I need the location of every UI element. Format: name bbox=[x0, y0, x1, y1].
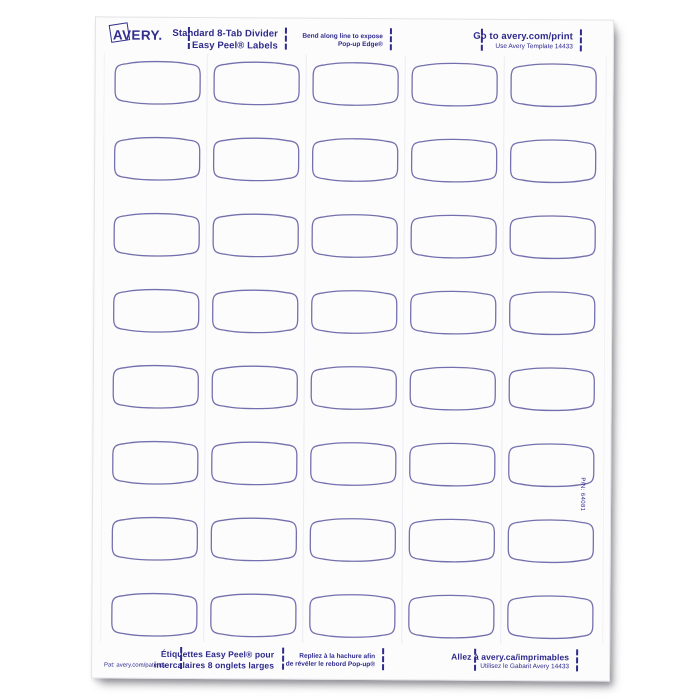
fr-instruction-line1: Repliez à la hachure afin bbox=[299, 652, 376, 661]
part-number: P/N: 64081 bbox=[579, 477, 586, 512]
divider-label-outline bbox=[310, 213, 398, 260]
divider-label-outline bbox=[508, 214, 596, 261]
fr-title-line1: Étiquettes Easy Peel® pour bbox=[160, 648, 275, 660]
label-outline-shape bbox=[311, 137, 399, 184]
divider-label-outline bbox=[211, 212, 299, 259]
label-outline-shape bbox=[212, 60, 300, 107]
label-outline-shape bbox=[210, 440, 298, 487]
divider-label-outline bbox=[308, 517, 396, 564]
divider-label-outline bbox=[309, 441, 397, 488]
divider-label-outline bbox=[212, 60, 300, 107]
divider-label-outline bbox=[112, 288, 200, 335]
label-outline-shape bbox=[112, 288, 200, 335]
header-dash-separator bbox=[390, 28, 392, 50]
header-web-info bbox=[473, 31, 573, 51]
divider-label-outline bbox=[410, 61, 498, 108]
label-outline-shape bbox=[507, 366, 595, 413]
footer-fr-title bbox=[154, 649, 274, 671]
label-outline-shape bbox=[309, 441, 397, 488]
bend-instruction-line1: Bend along line to expose bbox=[302, 32, 383, 41]
label-outline-shape bbox=[311, 61, 399, 108]
divider-label-outline bbox=[509, 62, 597, 109]
header-bend-instruction bbox=[302, 33, 383, 49]
label-outline-shape bbox=[210, 364, 298, 411]
divider-label-outline bbox=[308, 593, 396, 640]
divider-label-outline bbox=[508, 290, 596, 337]
divider-label-outline bbox=[113, 136, 201, 183]
divider-label-outline bbox=[210, 364, 298, 411]
label-outline-shape bbox=[310, 213, 398, 260]
label-sheet bbox=[91, 16, 614, 681]
label-outline-shape bbox=[509, 138, 597, 185]
label-outline-shape bbox=[508, 290, 596, 337]
divider-label-outline bbox=[408, 365, 496, 412]
fr-title-line2: intercalaires 8 onglets larges bbox=[153, 659, 275, 671]
label-outline-shape bbox=[212, 136, 300, 183]
bend-instruction-line2: Pop-up Edge® bbox=[337, 40, 383, 49]
divider-label-outline bbox=[507, 366, 595, 413]
label-outline-shape bbox=[410, 61, 498, 108]
label-grid bbox=[92, 17, 613, 680]
footer-dash-separator bbox=[282, 648, 284, 670]
footer-fr-web bbox=[451, 652, 569, 671]
web-line2: Use Avery Template 14433 bbox=[495, 42, 573, 50]
label-outline-shape bbox=[110, 592, 198, 639]
divider-label-outline bbox=[407, 593, 495, 640]
divider-label-outline bbox=[111, 364, 199, 411]
footer-dash-separator bbox=[576, 649, 578, 671]
header-dash-separator bbox=[285, 28, 287, 50]
divider-label-outline bbox=[110, 516, 198, 563]
divider-label-outline bbox=[310, 289, 398, 336]
label-outline-shape bbox=[112, 212, 200, 259]
label-outline-shape bbox=[407, 517, 495, 564]
label-outline-shape bbox=[506, 594, 594, 641]
label-outline-shape bbox=[308, 593, 396, 640]
label-outline-shape bbox=[211, 212, 299, 259]
fr-web-line1: Allez à avery.ca/imprimables bbox=[451, 651, 570, 663]
label-outline-shape bbox=[408, 365, 496, 412]
avery-logo bbox=[113, 27, 173, 47]
divider-label-outline bbox=[409, 289, 497, 336]
divider-label-outline bbox=[210, 440, 298, 487]
label-outline-shape bbox=[310, 289, 398, 336]
label-outline-shape bbox=[110, 516, 198, 563]
divider-label-outline bbox=[506, 594, 594, 641]
label-outline-shape bbox=[113, 60, 201, 107]
divider-label-outline bbox=[409, 213, 497, 260]
divider-label-outline bbox=[212, 136, 300, 183]
label-outline-shape bbox=[309, 365, 397, 412]
divider-label-outline bbox=[509, 138, 597, 185]
label-outline-shape bbox=[410, 137, 498, 184]
label-outline-shape bbox=[209, 592, 297, 639]
label-outline-shape bbox=[408, 441, 496, 488]
footer-patent: Pat: avery.com/patents bbox=[104, 662, 166, 669]
divider-label-outline bbox=[311, 61, 399, 108]
divider-label-outline bbox=[209, 592, 297, 639]
header-dash-separator bbox=[580, 29, 582, 51]
divider-label-outline bbox=[211, 288, 299, 335]
divider-label-outline bbox=[309, 365, 397, 412]
divider-label-outline bbox=[311, 137, 399, 184]
divider-label-outline bbox=[407, 517, 495, 564]
divider-label-outline bbox=[112, 212, 200, 259]
label-outline-shape bbox=[209, 516, 297, 563]
label-outline-shape bbox=[508, 214, 596, 261]
divider-label-outline bbox=[113, 60, 201, 107]
label-outline-shape bbox=[409, 213, 497, 260]
web-line1: Go to avery.com/print bbox=[473, 30, 573, 43]
header-product-title bbox=[172, 28, 278, 52]
fr-instruction-line2: de révéler le rebord Pop-up® bbox=[285, 660, 376, 669]
divider-label-outline bbox=[111, 440, 199, 487]
label-outline-shape bbox=[308, 517, 396, 564]
label-outline-shape bbox=[409, 289, 497, 336]
fr-web-line2: Utilisez le Gabarit Avery 14433 bbox=[480, 662, 570, 670]
label-outline-shape bbox=[211, 288, 299, 335]
avery-logo-box-icon bbox=[109, 22, 130, 43]
divider-label-outline bbox=[209, 516, 297, 563]
label-outline-shape bbox=[111, 364, 199, 411]
divider-label-outline bbox=[410, 137, 498, 184]
footer-fr-instruction bbox=[286, 653, 375, 670]
product-title-line1: Standard 8-Tab Divider bbox=[172, 27, 278, 40]
divider-label-outline bbox=[408, 441, 496, 488]
label-outline-shape bbox=[113, 136, 201, 183]
label-outline-shape bbox=[407, 593, 495, 640]
footer-dash-separator bbox=[382, 648, 384, 670]
avery-logo-text: AVERY. bbox=[112, 27, 163, 43]
divider-label-outline bbox=[110, 592, 198, 639]
product-title-line2: Easy Peel® Labels bbox=[192, 39, 278, 52]
label-outline-shape bbox=[509, 62, 597, 109]
label-outline-shape bbox=[111, 440, 199, 487]
